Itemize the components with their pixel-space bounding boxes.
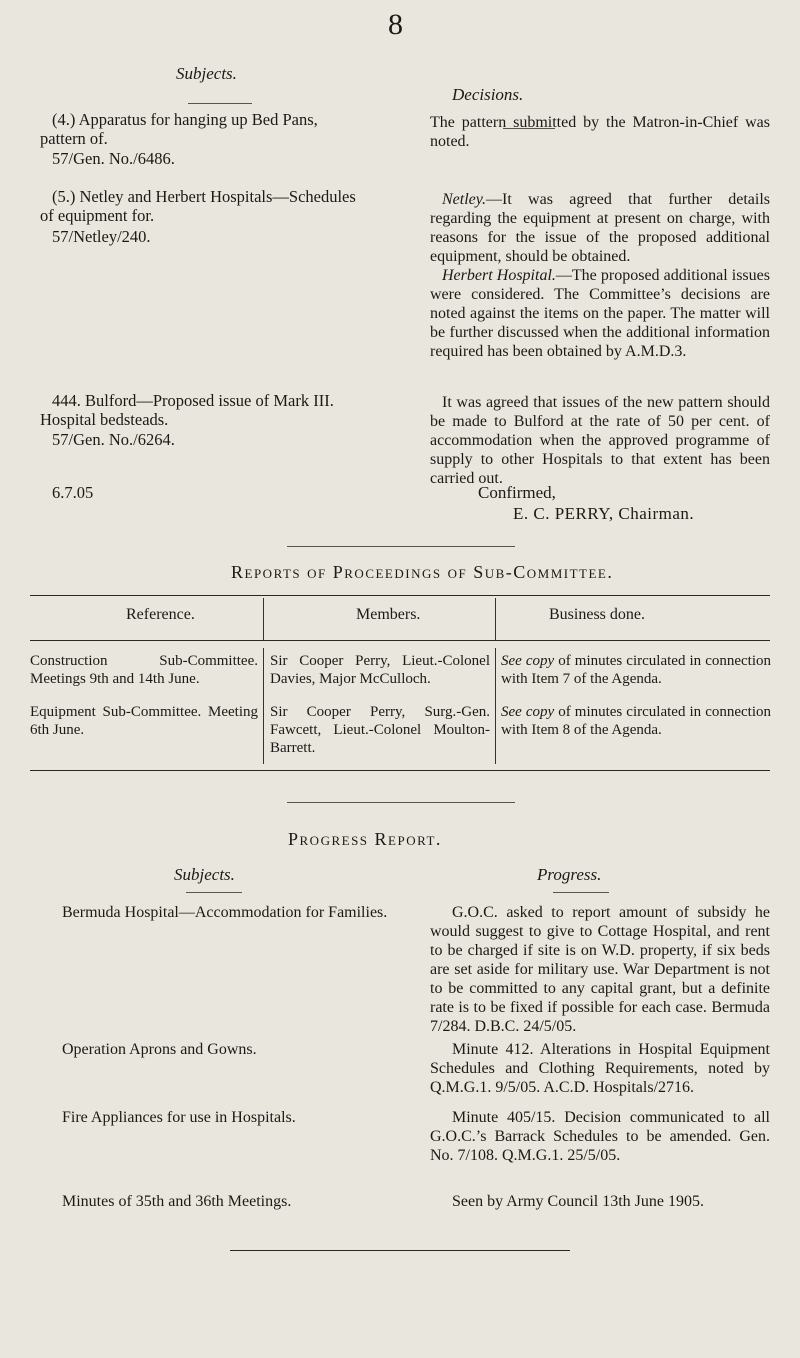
- decisions-header: Decisions.: [452, 85, 524, 104]
- page-number: 8: [388, 8, 403, 41]
- row-2-business: See copy of minutes circulated in connection with Item 8 of the Agenda.: [501, 704, 771, 738]
- chairman-signature: E. C. PERRY, Chairman.: [513, 504, 695, 523]
- progress-text-3: Minute 405/15. Decision communicated to all G.O.C.’s Barrack Schedules to be amended. Gen. No. 7/108. Q.M.G.1. 25/5/05.: [430, 1109, 770, 1164]
- progress-subjects-header: Subjects.: [174, 865, 235, 884]
- col-members-header: Members.: [356, 606, 421, 623]
- progress-subject-2: Operation Aprons and Gowns.: [62, 1041, 257, 1058]
- header-divider-1: [263, 598, 264, 640]
- confirmed-text: Confirmed,: [478, 483, 556, 502]
- table-header-rule: [30, 640, 770, 641]
- progress-divider: [287, 802, 515, 803]
- item-444-number: 444.: [52, 391, 81, 410]
- progress-header: Progress.: [537, 865, 602, 884]
- row-2-members: Sir Cooper Perry, Surg.-Gen. Fawcett, Lieut.-Colonel Moulton-Barrett.: [270, 704, 490, 756]
- progress-subject-4: Minutes of 35th and 36th Meetings.: [62, 1193, 292, 1210]
- progress-subjects-underline: [186, 892, 242, 893]
- bottom-rule: [230, 1250, 570, 1251]
- reports-title: Reports of Proceedings of Sub-Committee.: [231, 562, 614, 582]
- progress-subject-1: Bermuda Hospital—Accommodation for Families.: [62, 904, 388, 921]
- item-444-reference: 57/Gen. No./6264.: [52, 430, 175, 449]
- col-reference-header: Reference.: [126, 606, 195, 623]
- item-444-decision: It was agreed that issues of the new pattern should be made to Bulford at the rate of 50 per cent. of accommodation when the approved programme of supply to other Hospitals to that extent has been carried out.: [430, 394, 770, 487]
- row-1-business: See copy of minutes circulated in connection with Item 7 of the Agenda.: [501, 653, 771, 687]
- progress-text-4: Seen by Army Council 13th June 1905.: [452, 1193, 704, 1210]
- item-4-subject: [40, 110, 365, 148]
- item-5-decision: [430, 190, 770, 361]
- header-divider-2: [495, 598, 496, 640]
- item-4-decision: The pattern submitted by the Matron-in-Chief was noted.: [430, 114, 770, 150]
- progress-title: Progress Report.: [288, 829, 442, 849]
- row-2-reference: Equipment Sub-Committee. Meeting 6th June.: [30, 704, 258, 738]
- table-bottom-rule: [30, 770, 770, 771]
- netley-decision: —It was agreed that further details regarding the equipment at present on charge, with reasons for the issue of the proposed additional equipment, should be obtained.: [430, 191, 770, 265]
- section-divider: [287, 546, 515, 547]
- col-business-header: Business done.: [549, 606, 645, 623]
- table-top-rule: [30, 595, 770, 596]
- row-1-reference: Construction Sub-Committee. Meetings 9th and 14th June.: [30, 653, 258, 687]
- progress-text-1: G.O.C. asked to report amount of subsidy he would suggest to give to Cottage Hospital, and rent to be charged if site is on W.D. property, if six beds are set aside for military use. War Department is not to be committed to any capital grant, but a definite rate is to be fixed if possible for each case. Bermuda 7/284. D.B.C. 24/5/05.: [430, 904, 770, 1035]
- body-divider-2: [495, 648, 496, 764]
- meeting-date: 6.7.05: [52, 483, 94, 502]
- herbert-label: Herbert Hospital.: [442, 267, 556, 284]
- subjects-underline: [188, 103, 252, 104]
- item-4-number: (4.): [52, 110, 76, 129]
- netley-label: Netley.: [442, 191, 486, 208]
- item-444-subject: [40, 391, 365, 429]
- body-divider-1: [263, 648, 264, 764]
- item-4-title: Apparatus for hanging up Bed Pans, pattern of.: [40, 110, 318, 148]
- item-5-reference: 57/Netley/240.: [52, 227, 151, 246]
- item-4-reference: 57/Gen. No./6486.: [52, 149, 175, 168]
- item-444-title: Bulford—Proposed issue of Mark III. Hospital bedsteads.: [40, 391, 334, 429]
- progress-subject-3: Fire Appliances for use in Hospitals.: [62, 1109, 296, 1126]
- row-2-see: See copy: [501, 704, 555, 720]
- item-5-number: (5.): [52, 187, 76, 206]
- subjects-header: Subjects.: [176, 64, 237, 83]
- item-5-title: Netley and Herbert Hospitals—Schedules of equipment for.: [40, 187, 356, 225]
- progress-text-2: Minute 412. Alterations in Hospital Equipment Schedules and Clothing Requirements, noted by Q.M.G.1. 9/5/05. A.C.D. Hospitals/2716.: [430, 1041, 770, 1096]
- row-1-see: See copy: [501, 653, 555, 669]
- progress-header-underline: [553, 892, 609, 893]
- row-1-members: Sir Cooper Perry, Lieut.-Colonel Davies, Major McCulloch.: [270, 653, 490, 687]
- herbert-decision: —The proposed additional issues were considered. The Committee’s decisions are noted against the items on the paper. The matter will be further discussed when the additional information required has been obtained by A.M.D.3.: [430, 267, 770, 360]
- item-5-subject: [40, 187, 365, 225]
